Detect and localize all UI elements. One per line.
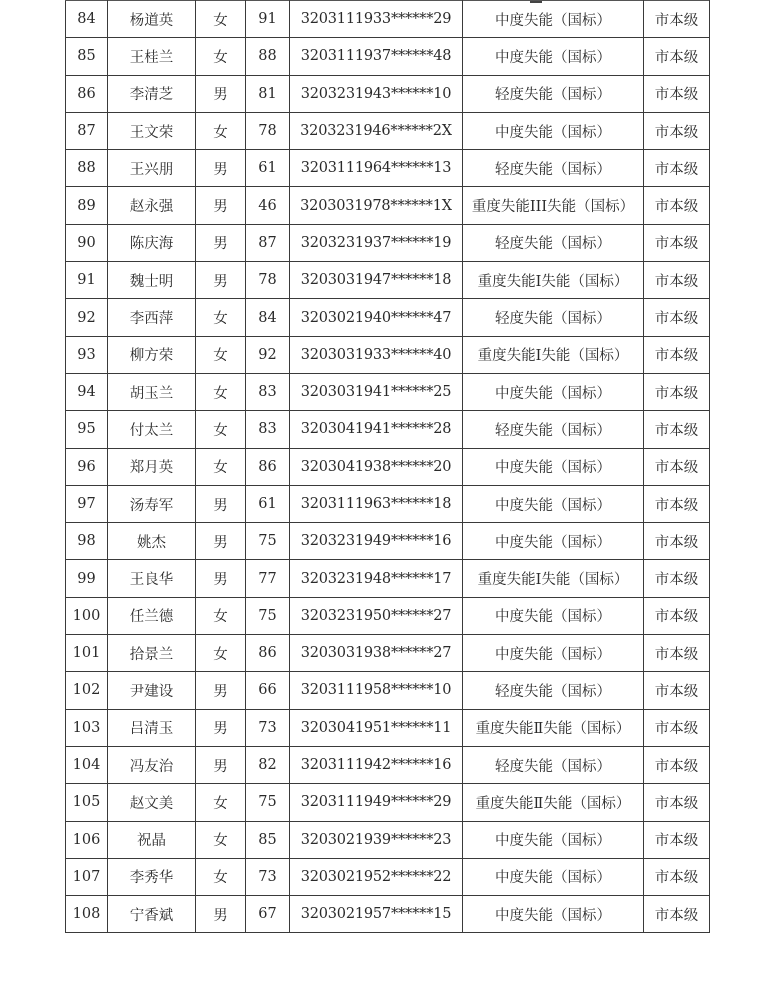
table-row [66, 560, 710, 597]
region-cell: 市本级 [644, 187, 710, 224]
gender-cell: 女 [196, 1, 246, 38]
gender-cell: 女 [196, 858, 246, 895]
region-cell: 市本级 [644, 635, 710, 672]
roster-sheet [65, 0, 709, 990]
table-row [66, 75, 710, 112]
gender-cell: 男 [196, 224, 246, 261]
age-cell: 78 [246, 112, 290, 149]
row-number-cell: 85 [66, 38, 108, 75]
age-cell: 92 [246, 336, 290, 373]
table-row [66, 150, 710, 187]
row-number-cell: 103 [66, 709, 108, 746]
gender-cell: 女 [196, 821, 246, 858]
region-cell: 市本级 [644, 597, 710, 634]
person-name-cell: 吕清玉 [108, 709, 196, 746]
age-cell: 73 [246, 858, 290, 895]
table-row [66, 373, 710, 410]
id-number-cell: 3203041938******20 [290, 448, 463, 485]
id-number-cell: 3203031978******1X [290, 187, 463, 224]
region-cell: 市本级 [644, 709, 710, 746]
person-name-cell: 魏士明 [108, 262, 196, 299]
gender-cell: 女 [196, 38, 246, 75]
age-cell: 78 [246, 262, 290, 299]
gender-cell: 女 [196, 336, 246, 373]
disability-level-cell: 中度失能（国标） [463, 373, 644, 410]
table-row [66, 858, 710, 895]
person-name-cell: 胡玉兰 [108, 373, 196, 410]
id-number-cell: 3203041941******28 [290, 411, 463, 448]
row-number-cell: 90 [66, 224, 108, 261]
person-name-cell: 赵永强 [108, 187, 196, 224]
table-row [66, 1, 710, 38]
id-number-cell: 3203231949******16 [290, 523, 463, 560]
region-cell: 市本级 [644, 784, 710, 821]
id-number-cell: 3203031947******18 [290, 262, 463, 299]
age-cell: 82 [246, 746, 290, 783]
age-cell: 75 [246, 523, 290, 560]
disability-level-cell: 中度失能（国标） [463, 485, 644, 522]
disability-level-cell: 中度失能（国标） [463, 858, 644, 895]
region-cell: 市本级 [644, 858, 710, 895]
id-number-cell: 3203231946******2X [290, 112, 463, 149]
region-cell: 市本级 [644, 560, 710, 597]
id-number-cell: 3203111963******18 [290, 485, 463, 522]
disability-level-cell: 重度失能Ⅰ失能（国标） [463, 262, 644, 299]
age-cell: 67 [246, 896, 290, 933]
table-row [66, 336, 710, 373]
row-number-cell: 95 [66, 411, 108, 448]
region-cell: 市本级 [644, 523, 710, 560]
region-cell: 市本级 [644, 672, 710, 709]
person-name-cell: 姚杰 [108, 523, 196, 560]
table-row [66, 672, 710, 709]
row-number-cell: 89 [66, 187, 108, 224]
id-number-cell: 3203231937******19 [290, 224, 463, 261]
person-name-cell: 尹建设 [108, 672, 196, 709]
id-number-cell: 3203231943******10 [290, 75, 463, 112]
person-name-cell: 付太兰 [108, 411, 196, 448]
age-cell: 86 [246, 448, 290, 485]
row-number-cell: 86 [66, 75, 108, 112]
age-cell: 91 [246, 1, 290, 38]
person-name-cell: 王桂兰 [108, 38, 196, 75]
disability-level-cell: 中度失能（国标） [463, 1, 644, 38]
region-cell: 市本级 [644, 112, 710, 149]
region-cell: 市本级 [644, 448, 710, 485]
person-name-cell: 杨道英 [108, 1, 196, 38]
row-number-cell: 97 [66, 485, 108, 522]
table-row [66, 709, 710, 746]
person-name-cell: 拾景兰 [108, 635, 196, 672]
row-number-cell: 98 [66, 523, 108, 560]
gender-cell: 男 [196, 262, 246, 299]
disability-level-cell: 重度失能III失能（国标） [463, 187, 644, 224]
row-number-cell: 101 [66, 635, 108, 672]
disability-level-cell: 轻度失能（国标） [463, 672, 644, 709]
person-name-cell: 冯友治 [108, 746, 196, 783]
age-cell: 73 [246, 709, 290, 746]
age-cell: 88 [246, 38, 290, 75]
id-number-cell: 3203041951******11 [290, 709, 463, 746]
age-cell: 81 [246, 75, 290, 112]
row-number-cell: 88 [66, 150, 108, 187]
age-cell: 46 [246, 187, 290, 224]
person-name-cell: 柳方荣 [108, 336, 196, 373]
id-number-cell: 3203111949******29 [290, 784, 463, 821]
row-number-cell: 104 [66, 746, 108, 783]
age-cell: 83 [246, 373, 290, 410]
disability-level-cell: 重度失能Ⅱ失能（国标） [463, 784, 644, 821]
row-number-cell: 100 [66, 597, 108, 634]
gender-cell: 女 [196, 112, 246, 149]
row-number-cell: 84 [66, 1, 108, 38]
age-cell: 77 [246, 560, 290, 597]
region-cell: 市本级 [644, 299, 710, 336]
disability-level-cell: 中度失能（国标） [463, 523, 644, 560]
id-number-cell: 3203111958******10 [290, 672, 463, 709]
gender-cell: 男 [196, 523, 246, 560]
table-row [66, 262, 710, 299]
person-name-cell: 任兰德 [108, 597, 196, 634]
person-name-cell: 陈庆海 [108, 224, 196, 261]
gender-cell: 男 [196, 75, 246, 112]
id-number-cell: 3203231950******27 [290, 597, 463, 634]
row-number-cell: 106 [66, 821, 108, 858]
disability-level-cell: 轻度失能（国标） [463, 411, 644, 448]
region-cell: 市本级 [644, 746, 710, 783]
table-row [66, 821, 710, 858]
person-name-cell: 祝晶 [108, 821, 196, 858]
age-cell: 83 [246, 411, 290, 448]
age-cell: 75 [246, 597, 290, 634]
row-number-cell: 105 [66, 784, 108, 821]
region-cell: 市本级 [644, 373, 710, 410]
id-number-cell: 3203111937******48 [290, 38, 463, 75]
id-number-cell: 3203021939******23 [290, 821, 463, 858]
gender-cell: 女 [196, 411, 246, 448]
id-number-cell: 3203031941******25 [290, 373, 463, 410]
row-number-cell: 87 [66, 112, 108, 149]
region-cell: 市本级 [644, 38, 710, 75]
table-row [66, 448, 710, 485]
roster-table [65, 0, 710, 933]
table-row [66, 485, 710, 522]
disability-level-cell: 轻度失能（国标） [463, 299, 644, 336]
row-number-cell: 99 [66, 560, 108, 597]
gender-cell: 男 [196, 560, 246, 597]
row-number-cell: 92 [66, 299, 108, 336]
disability-level-cell: 中度失能（国标） [463, 635, 644, 672]
disability-level-cell: 重度失能Ⅰ失能（国标） [463, 336, 644, 373]
region-cell: 市本级 [644, 150, 710, 187]
disability-level-cell: 重度失能Ⅰ失能（国标） [463, 560, 644, 597]
age-cell: 86 [246, 635, 290, 672]
person-name-cell: 赵文美 [108, 784, 196, 821]
disability-level-cell: 中度失能（国标） [463, 38, 644, 75]
id-number-cell: 3203111942******16 [290, 746, 463, 783]
row-number-cell: 107 [66, 858, 108, 895]
age-cell: 84 [246, 299, 290, 336]
person-name-cell: 李清芝 [108, 75, 196, 112]
id-number-cell: 3203031933******40 [290, 336, 463, 373]
disability-level-cell: 中度失能（国标） [463, 597, 644, 634]
table-row [66, 299, 710, 336]
id-number-cell: 3203021940******47 [290, 299, 463, 336]
table-row [66, 224, 710, 261]
region-cell: 市本级 [644, 485, 710, 522]
age-cell: 66 [246, 672, 290, 709]
region-cell: 市本级 [644, 1, 710, 38]
row-number-cell: 93 [66, 336, 108, 373]
table-row [66, 187, 710, 224]
person-name-cell: 王良华 [108, 560, 196, 597]
age-cell: 75 [246, 784, 290, 821]
region-cell: 市本级 [644, 262, 710, 299]
gender-cell: 男 [196, 672, 246, 709]
disability-level-cell: 中度失能（国标） [463, 821, 644, 858]
table-row [66, 896, 710, 933]
table-row [66, 746, 710, 783]
person-name-cell: 王兴朋 [108, 150, 196, 187]
age-cell: 61 [246, 485, 290, 522]
person-name-cell: 李西萍 [108, 299, 196, 336]
row-number-cell: 108 [66, 896, 108, 933]
id-number-cell: 3203111964******13 [290, 150, 463, 187]
gender-cell: 男 [196, 485, 246, 522]
person-name-cell: 宁香斌 [108, 896, 196, 933]
roster-body [66, 1, 710, 933]
row-number-cell: 94 [66, 373, 108, 410]
disability-level-cell: 中度失能（国标） [463, 112, 644, 149]
region-cell: 市本级 [644, 336, 710, 373]
gender-cell: 女 [196, 635, 246, 672]
disability-level-cell: 轻度失能（国标） [463, 746, 644, 783]
disability-level-cell: 重度失能Ⅱ失能（国标） [463, 709, 644, 746]
id-number-cell: 3203111933******29 [290, 1, 463, 38]
region-cell: 市本级 [644, 821, 710, 858]
table-row [66, 523, 710, 560]
person-name-cell: 汤寿军 [108, 485, 196, 522]
region-cell: 市本级 [644, 411, 710, 448]
person-name-cell: 王文荣 [108, 112, 196, 149]
id-number-cell: 3203021952******22 [290, 858, 463, 895]
gender-cell: 女 [196, 448, 246, 485]
table-row [66, 784, 710, 821]
disability-level-cell: 中度失能（国标） [463, 448, 644, 485]
region-cell: 市本级 [644, 75, 710, 112]
gender-cell: 女 [196, 373, 246, 410]
disability-level-cell: 中度失能（国标） [463, 896, 644, 933]
table-row [66, 411, 710, 448]
row-number-cell: 96 [66, 448, 108, 485]
gender-cell: 女 [196, 784, 246, 821]
region-cell: 市本级 [644, 224, 710, 261]
gender-cell: 女 [196, 299, 246, 336]
age-cell: 61 [246, 150, 290, 187]
id-number-cell: 3203031938******27 [290, 635, 463, 672]
age-cell: 87 [246, 224, 290, 261]
disability-level-cell: 轻度失能（国标） [463, 224, 644, 261]
table-row [66, 112, 710, 149]
id-number-cell: 3203231948******17 [290, 560, 463, 597]
gender-cell: 女 [196, 597, 246, 634]
gender-cell: 男 [196, 150, 246, 187]
gender-cell: 男 [196, 896, 246, 933]
person-name-cell: 郑月英 [108, 448, 196, 485]
row-number-cell: 102 [66, 672, 108, 709]
disability-level-cell: 轻度失能（国标） [463, 150, 644, 187]
gender-cell: 男 [196, 746, 246, 783]
person-name-cell: 李秀华 [108, 858, 196, 895]
id-number-cell: 3203021957******15 [290, 896, 463, 933]
region-cell: 市本级 [644, 896, 710, 933]
gender-cell: 男 [196, 709, 246, 746]
row-number-cell: 91 [66, 262, 108, 299]
table-row [66, 635, 710, 672]
disability-level-cell: 轻度失能（国标） [463, 75, 644, 112]
gender-cell: 男 [196, 187, 246, 224]
table-row [66, 38, 710, 75]
age-cell: 85 [246, 821, 290, 858]
table-row [66, 597, 710, 634]
